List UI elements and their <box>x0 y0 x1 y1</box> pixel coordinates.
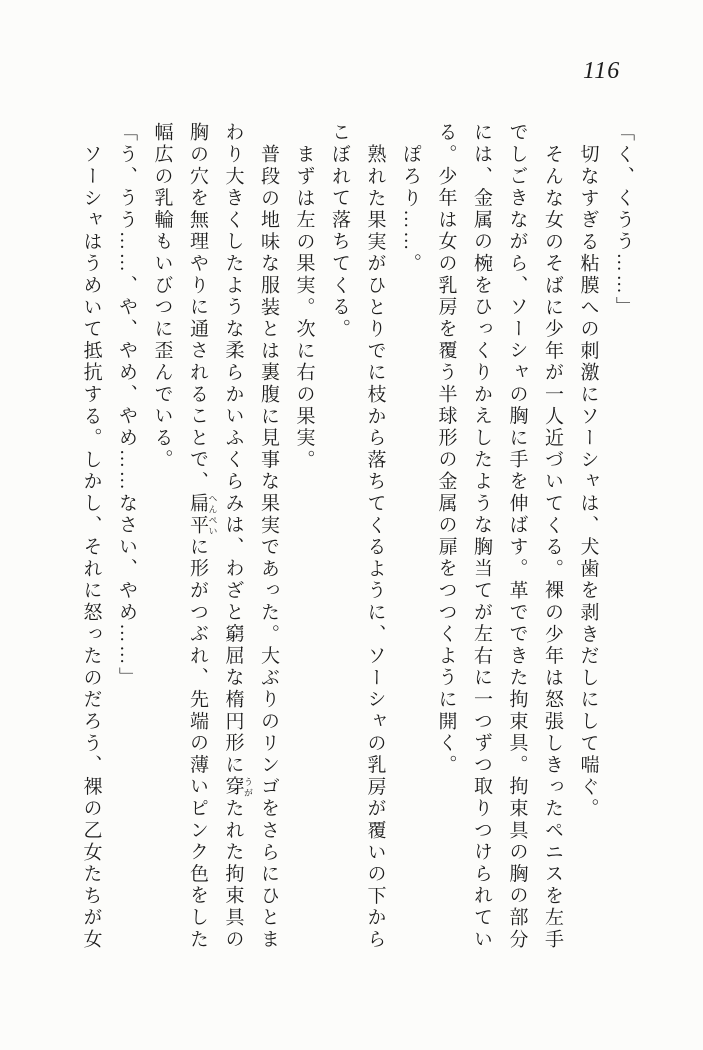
paragraph: ソーシャはうめいて抵抗する。しかし、それに怒ったのだろう、裸の乙女たちが女 <box>80 144 102 951</box>
paragraph: 「う、うう……、や、やめ、やめ……なさい、やめ……」 <box>116 122 137 689</box>
page-number: 116 <box>583 58 621 84</box>
furigana: うが <box>243 776 253 798</box>
ruby-annotated-word: 扁平 へんぺい <box>187 492 218 537</box>
paragraph: まずは左の果実。次に右の果実。 <box>293 144 315 471</box>
paragraph: 熟れた果実がひとりでに枝から落ちてくるように、ソーシャの乳房が覆いの下からこぼれて落ちてくる。 <box>329 122 386 951</box>
paragraph: ぽろり……。 <box>400 144 421 275</box>
furigana: へんぺい <box>207 492 218 537</box>
paragraph: 「く、くうう……」 <box>613 122 634 319</box>
paragraph: そんな女のそばに少年が一人近づいてくる。裸の少年は怒張しきったペニスを左手でしごきながら、ソーシャの胸に手を伸ばす。革でできた拘束具。拘束具の胸の部分には、金属の椀をひっくりかえしたような胸当てが左右に一つずつ取りつけられている。少年は女の乳房を覆う半球形の金属の扉をつつくように開く。 <box>435 122 563 951</box>
ruby-annotated-word: 穿 うが <box>222 776 253 798</box>
paragraph: 普段の地味な服装とは裏腹に見事な果実であった。大ぶりのリンゴをさらにひとまわり大きくしたような柔らかいふくらみは、わざと窮屈な楕円形に穿 うがたれた拘束具の胸の穴を無理やりに通されることで、扁平 へんぺいに形がつぶれ、先端の薄いピンク色をした幅広の乳輪もいびつに歪んでいる。 <box>151 122 279 951</box>
page-text <box>73 122 641 954</box>
paragraph: 切なすぎる粘膜への刺激にソーシャは、犬歯を剥きだしにして喘ぐ。 <box>577 144 599 820</box>
